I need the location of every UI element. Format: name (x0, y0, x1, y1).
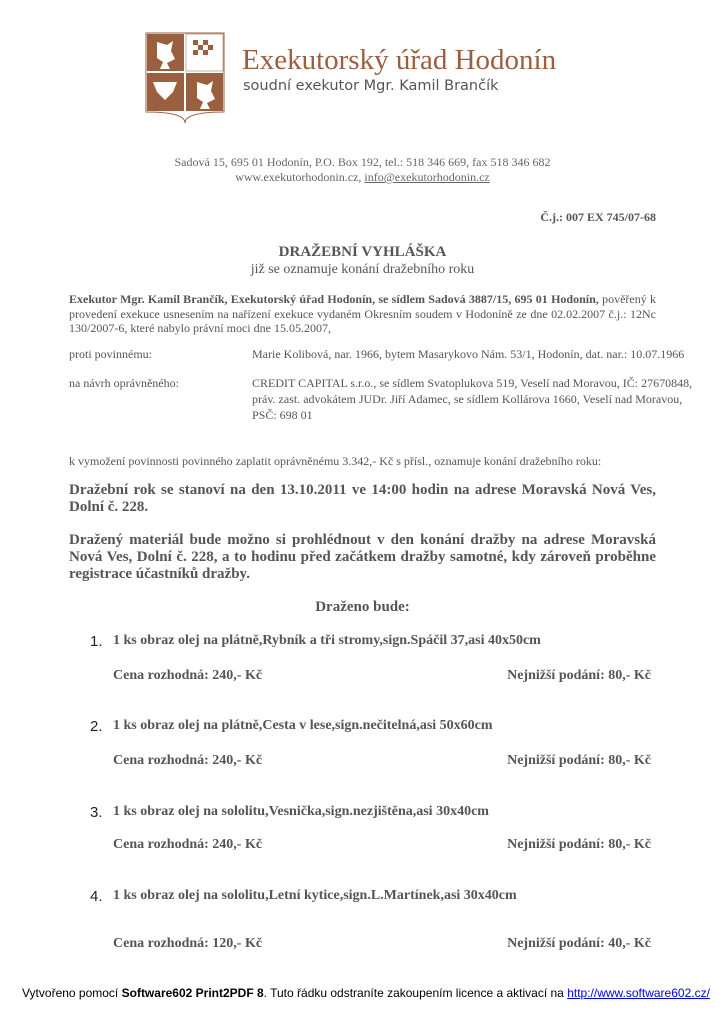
item-description: 1 ks obraz olej na plátně,Cesta v lese,sign.nečitelná,asi 50x60cm (113, 718, 493, 733)
item-price: Cena rozhodná: 240,- Kč (113, 837, 263, 852)
item-min-bid: Nejnižší podání: 80,- Kč (507, 837, 651, 852)
item-number: 3. (90, 804, 103, 821)
party-value: Marie Kolibová, nar. 1966, bytem Masarykovo Nám. 53/1, Hodonín, dat. nar.: 10.07.1966 (252, 347, 685, 361)
coat-of-arms-logo (145, 32, 225, 124)
intro-paragraph (69, 292, 656, 336)
item-number: 4. (90, 888, 103, 905)
footer-text: . Tuto řádku odstraníte zakoupením licence a aktivací na (263, 986, 568, 1000)
items-heading: Draženo bude: (315, 599, 410, 615)
reference-number: Č.j.: 007 EX 745/07-68 (540, 210, 656, 224)
intro-bold: Exekutor Mgr. Kamil Brančík, Exekutorský úřad Hodonín, se sídlem Sadová 3887/15, 695 01 Hodonín, (69, 292, 599, 306)
item-min-bid: Nejnižší podání: 80,- Kč (507, 668, 651, 683)
intro-rest: pověřený k provedení exekuce usnesením na nařízení exekuce vydaném Okresním soudem v Hodoníně ze dne 02.02.2007 č.j.: 12Nc 130/2007-6, které nabylo právní moci dne 15.05.2007, (69, 292, 656, 335)
item-price: Cena rozhodná: 240,- Kč (113, 753, 263, 768)
footer-text: Vytvořeno pomocí (22, 986, 122, 1000)
party-value: CREDIT CAPITAL s.r.o., se sídlem Svatoplukova 519, Veselí nad Moravou, IČ: 27670848, práv. zast. advokátem JUDr. Jiří Adamec, se sídlem Kollárova 1660, Veselí nad Moravou, PSČ: 698 01 (252, 376, 693, 422)
purpose-paragraph: k vymožení povinnosti povinného zaplatit oprávněnému 3.342,- Kč s přísl., oznamuje konání dražebního roku: (69, 454, 602, 468)
party-label: proti povinnému: (69, 347, 152, 361)
item-description: 1 ks obraz olej na sololitu,Vesnička,sign.nezjištěna,asi 30x40cm (113, 804, 489, 819)
item-description: 1 ks obraz olej na sololitu,Letní kytice,sign.L.Martínek,asi 30x40cm (113, 888, 517, 903)
footer-link[interactable]: http://www.software602.cz/ (567, 986, 710, 1000)
document-subtitle: již se oznamuje konání dražebního roku (250, 262, 475, 277)
item-min-bid: Nejnižší podání: 40,- Kč (507, 936, 651, 951)
watermark-footer (22, 986, 710, 1000)
office-name: Exekutorský úřad Hodonín (242, 44, 557, 76)
website: www.exekutorhodonin.cz, (235, 170, 365, 184)
email-link[interactable]: info@exekutorhodonin.cz (364, 170, 490, 184)
item-number: 1. (90, 633, 103, 650)
inspection-statement: Dražený materiál bude možno si prohlédnout v den konání dražby na adrese Moravská Nová Ves, Dolní č. 228, a to hodinu před začátkem dražby samotné, kdy zároveň proběhne registrace účastníků dražby. (69, 532, 656, 582)
item-min-bid: Nejnižší podání: 80,- Kč (507, 753, 651, 768)
date-statement: Dražební rok se stanoví na den 13.10.2011 ve 14:00 hodin na adrese Moravská Nová Ves, Dolní č. 228. (69, 482, 656, 515)
item-description: 1 ks obraz olej na plátně,Rybník a tři stromy,sign.Spáčil 37,asi 40x50cm (113, 633, 541, 648)
item-price: Cena rozhodná: 240,- Kč (113, 668, 263, 683)
footer-product: Software602 Print2PDF 8 (121, 986, 264, 1000)
document-title: DRAŽEBNÍ VYHLÁŠKA (278, 244, 447, 260)
item-number: 2. (90, 718, 103, 735)
office-subtitle: soudní exekutor Mgr. Kamil Brančík (243, 78, 499, 94)
address-line: Sadová 15, 695 01 Hodonín, P.O. Box 192, tel.: 518 346 669, fax 518 346 682 (174, 155, 551, 169)
party-label: na návrh oprávněného: (69, 376, 179, 390)
item-price: Cena rozhodná: 120,- Kč (113, 936, 263, 951)
contact-line (0, 170, 725, 185)
